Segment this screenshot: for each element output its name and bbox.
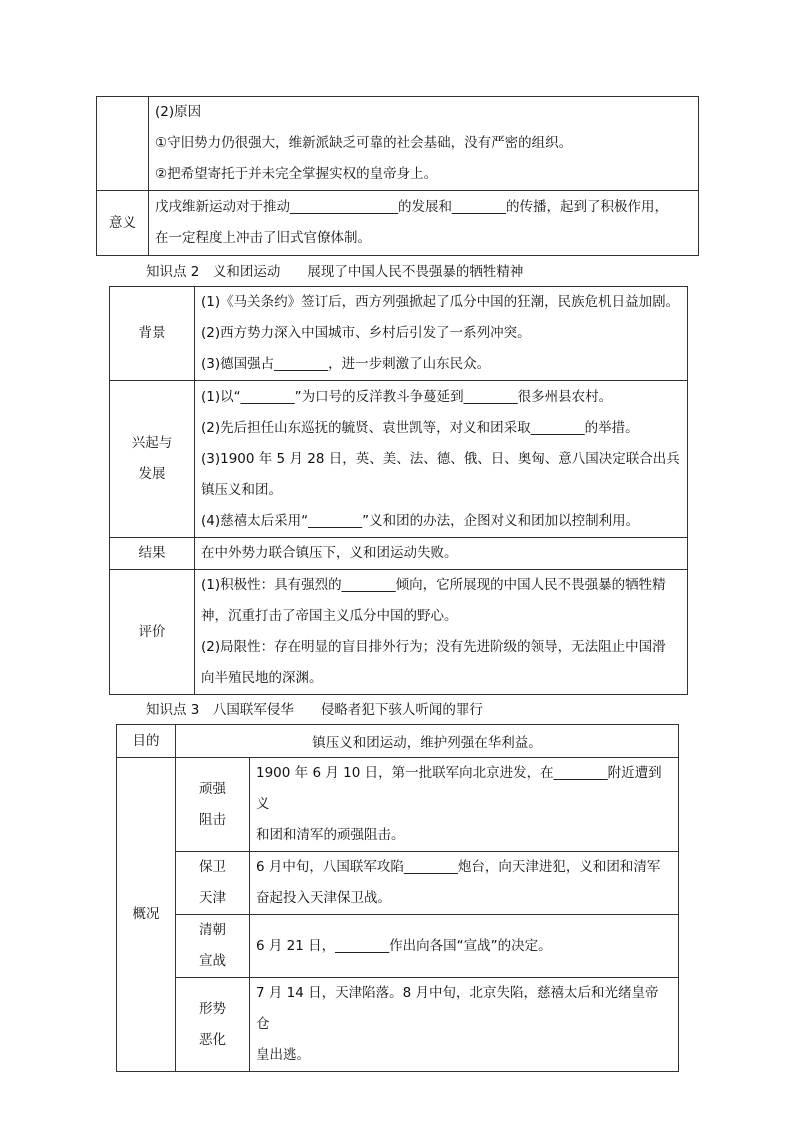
defend-tianjin-row xyxy=(117,852,679,915)
result-label: 结果 xyxy=(138,545,166,561)
purpose-label: 目的 xyxy=(132,732,160,749)
background-line: (1)《马关条约》签订后，西方列强掀起了瓜分中国的狂潮，民族危机日益加剧。 xyxy=(201,294,680,310)
evaluation-line: (1)积极性：具有强烈的________倾向，它所展现的中国人民不畏强暴的牺牲精 xyxy=(201,577,666,593)
reform-significance-label: 意义 xyxy=(97,191,149,256)
overview-row xyxy=(117,758,679,852)
resistance-line: 和团和清军的顽强阻击。 xyxy=(256,827,405,843)
reform-table xyxy=(96,96,699,256)
significance-line: 戊戌维新运动对于推动________________的发展和________的传播，起到了积极作用， xyxy=(155,199,668,215)
declare-war-label: 宣战 xyxy=(199,953,226,969)
cause-line: (2)原因 xyxy=(155,104,202,120)
situation-worsens-row xyxy=(117,978,679,1072)
overview-label: 概况 xyxy=(132,906,160,922)
background-line: (2)西方势力深入中国城市、乡村后引发了一系列冲突。 xyxy=(201,325,531,341)
reform-cause-row xyxy=(97,97,699,191)
background-line: (3)德国强占________，进一步刺激了山东民众。 xyxy=(201,356,491,372)
rise-line: (4)慈禧太后采用“________”义和团的办法，企图对义和团加以控制利用。 xyxy=(201,512,640,529)
defend-tianjin-label: 天津 xyxy=(199,890,226,906)
rise-line: (3)1900 年 5 月 28 日，英、美、法、德、俄、日、奥匈、意八国决定联合出兵 xyxy=(201,450,680,467)
resistance-line: 1900 年 6 月 10 日，第一批联军向北京进发，在________附近遭到义 xyxy=(256,765,662,812)
section3-heading: 知识点 3 八国联军侵华 侵略者犯下骇人听闻的罪行 xyxy=(146,702,483,718)
rise-line: (1)以“________”为口号的反洋教斗争蔓延到________很多州县农村。 xyxy=(201,388,613,405)
evaluation-row xyxy=(110,570,688,695)
situation-label: 形势 xyxy=(199,1000,226,1017)
evaluation-label: 评价 xyxy=(138,623,166,640)
resistance-label: 阻击 xyxy=(199,811,226,828)
eight-nation-table xyxy=(116,724,679,1072)
result-row xyxy=(110,538,688,570)
qing-declare-war-row xyxy=(117,915,679,978)
evaluation-line: 神，沉重打击了帝国主义瓜分中国的野心。 xyxy=(201,608,458,624)
cause-line: ②把希望寄托于并未完全掌握实权的皇帝身上。 xyxy=(155,166,438,182)
defend-tianjin-label: 保卫 xyxy=(199,859,226,875)
declare-war-line: 6 月 21 日，________作出向各国“宣战”的决定。 xyxy=(256,937,552,954)
rise-label: 兴起与 xyxy=(131,435,173,451)
defend-tianjin-line: 6 月中旬，八国联军攻陷________炮台，向天津进犯，义和团和清军 xyxy=(256,859,661,875)
significance-line: 在一定程度上冲击了旧式官僚体制。 xyxy=(155,230,371,246)
rise-line: 镇压义和团。 xyxy=(201,481,282,498)
background-row xyxy=(110,287,688,381)
resistance-label: 顽强 xyxy=(199,780,226,797)
situation-line: 7 月 14 日，天津陷落。8 月中旬，北京失陷，慈禧太后和光绪皇帝仓 xyxy=(256,985,659,1032)
development-label: 发展 xyxy=(138,466,166,482)
declare-war-label: 清朝 xyxy=(199,922,226,938)
boxer-movement-table xyxy=(109,286,688,695)
background-label: 背景 xyxy=(138,325,166,341)
reform-significance-row xyxy=(97,191,699,256)
purpose-row xyxy=(117,725,679,758)
rise-development-row xyxy=(110,381,688,538)
situation-line: 皇出逃。 xyxy=(256,1047,310,1063)
defend-tianjin-line: 奋起投入天津保卫战。 xyxy=(256,890,391,906)
reform-cause-label xyxy=(97,97,149,191)
cause-line: ①守旧势力仍很强大，维新派缺乏可靠的社会基础，没有严密的组织。 xyxy=(155,135,573,151)
rise-line: (2)先后担任山东巡抚的毓贤、袁世凯等，对义和团采取________的举措。 xyxy=(201,419,639,436)
purpose-text: 镇压义和团运动，维护列强在华利益。 xyxy=(312,735,542,751)
evaluation-line: (2)局限性：存在明显的盲目排外行为；没有先进阶级的领导，无法阻止中国滑 xyxy=(201,639,666,655)
result-line: 在中外势力联合镇压下，义和团运动失败。 xyxy=(201,545,458,561)
situation-label: 恶化 xyxy=(199,1031,226,1048)
section2-heading: 知识点 2 义和团运动 展现了中国人民不畏强暴的牺牲精神 xyxy=(146,264,524,280)
evaluation-line: 向半殖民地的深渊。 xyxy=(201,670,323,686)
